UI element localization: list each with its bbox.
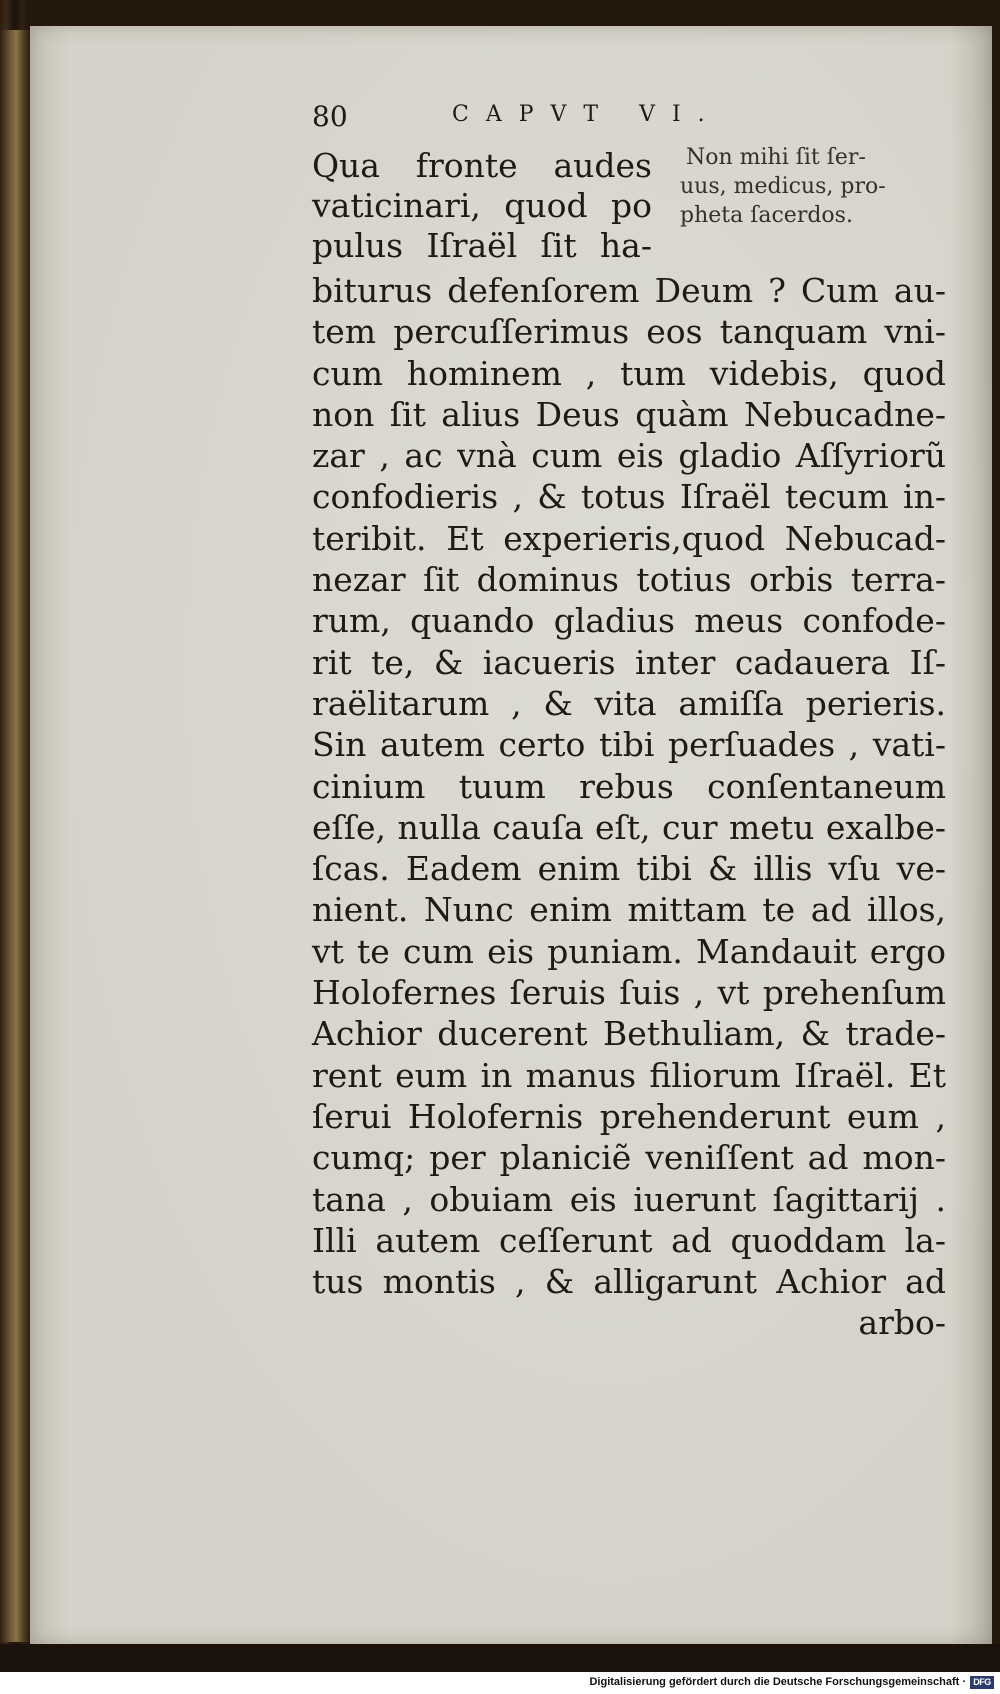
body-text-block: [312, 270, 946, 1344]
text-line: nient. Nunc enim mittam te ad illos,: [312, 890, 946, 930]
text-line: zar , ac vnà cum eis gladio Aſſyriorũ: [312, 436, 946, 476]
text-line: nezar ſit dominus totius orbis terra-: [312, 560, 946, 600]
text-line: teribit. Et experieris,quod Nebucad-: [312, 518, 946, 558]
marginal-note-line: Non mihi ſit ſer-: [686, 145, 866, 170]
running-title: CAPVT VI.: [452, 102, 722, 127]
text-line: cum hominem , tum videbis, quod: [312, 353, 946, 393]
text-line: tana , obuiam eis iuerunt ſagittarij .: [312, 1179, 946, 1219]
text-line: Illi autem ceſſerunt ad quoddam la-: [312, 1220, 946, 1260]
text-line: rit te, & iacueris inter cadauera Iſ-: [312, 642, 946, 682]
text-line: ſerui Holofernis prehenderunt eum ,: [312, 1096, 946, 1136]
text-line: rum, quando gladius meus confode-: [312, 601, 946, 641]
text-line: vaticinari, quod po: [312, 186, 652, 225]
text-line: Achior ducerent Bethuliam, & trade-: [312, 1014, 946, 1054]
text-line: confodieris , & totus Iſraël tecum in-: [312, 477, 946, 517]
page-header: [312, 100, 812, 140]
marginal-note: [680, 143, 942, 230]
text-line: biturus defenſorem Deum ? Cum au-: [312, 271, 946, 310]
digitization-footer: [0, 1672, 1000, 1694]
text-line: Holofernes ſeruis ſuis , vt prehenſum: [312, 973, 946, 1013]
marginal-note-line: pheta ſacerdos.: [680, 203, 853, 228]
text-line: rent eum in manus filiorum Iſraël. Et: [312, 1055, 946, 1095]
text-line: tem percuſſerimus eos tanquam vni-: [312, 312, 946, 352]
intro-text-block: [312, 146, 652, 266]
footer-credit: Digitalisierung gefördert durch die Deutsche Forschungsgemeinschaft ·: [589, 1676, 966, 1688]
dfg-logo: DFG: [970, 1676, 994, 1689]
scan-bottom-border: [0, 1644, 1000, 1672]
text-line: eſſe, nulla cauſa eſt, cur metu exalbe-: [312, 807, 946, 847]
text-line: non ſit alius Deus quàm Nebucadne-: [312, 394, 946, 434]
text-line: cumq; per planiciẽ veniſſent ad mon-: [312, 1138, 946, 1178]
text-line: ſcas. Eadem enim tibi & illis vſu ve-: [312, 849, 946, 889]
text-line: tus montis , & alligarunt Achior ad: [312, 1262, 946, 1302]
text-line: vt te cum eis puniam. Mandauit ergo: [312, 931, 946, 971]
page-number: 80: [312, 100, 348, 133]
text-line: raëlitarum , & vita amiſſa perieris.: [312, 683, 946, 723]
text-line: Qua fronte audes: [312, 146, 652, 185]
marginal-note-line: uus, medicus, pro-: [680, 174, 886, 199]
text-line: pulus Iſraël ſit ha-: [312, 226, 652, 265]
catchword: arbo-: [858, 1303, 946, 1343]
book-cover-edge: [0, 30, 30, 1642]
text-line: Sin autem certo tibi perſuades , vati-: [312, 725, 946, 765]
text-line: cinium tuum rebus conſentaneum: [312, 766, 946, 806]
